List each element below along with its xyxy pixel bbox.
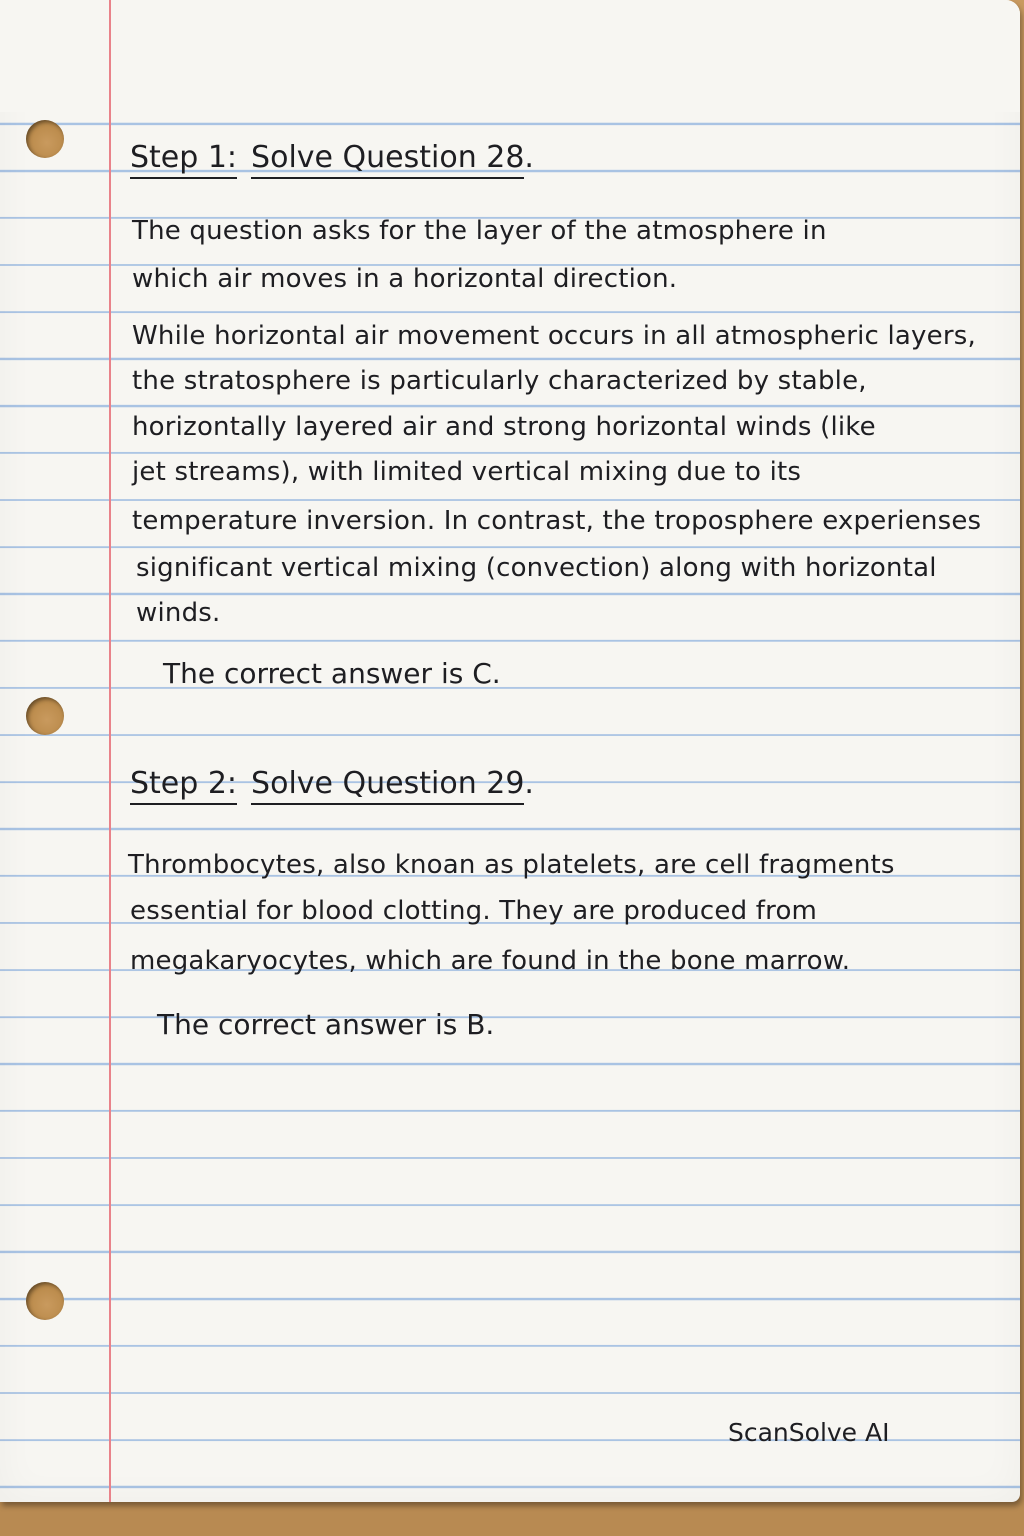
text-line: temperature inversion. In contrast, the troposphere experienses (132, 506, 982, 536)
step-2-heading (130, 766, 534, 801)
answer-line: The correct answer is C. (163, 657, 501, 690)
answer-line: The correct answer is B. (157, 1008, 495, 1041)
text-line: jet streams), with limited vertical mixing due to its (132, 457, 802, 487)
text-line: megakaryocytes, which are found in the bone marrow. (130, 946, 851, 976)
step-label: Step 2: (130, 766, 237, 805)
punch-hole (26, 120, 64, 158)
step-1-heading (130, 140, 534, 175)
step-title-end: . (524, 766, 534, 801)
text-line: The question asks for the layer of the atmosphere in (132, 216, 827, 246)
step-title: Solve Question 28 (251, 140, 524, 179)
step-label: Step 1: (130, 140, 237, 179)
text-line: horizontally layered air and strong horizontal winds (like (132, 412, 876, 442)
brand-watermark: ScanSolve AI (728, 1418, 890, 1447)
text-line: essential for blood clotting. They are produced from (130, 896, 818, 926)
step-title: Solve Question 29 (251, 766, 524, 805)
text-line: winds. (136, 598, 221, 628)
text-line: which air moves in a horizontal direction. (132, 264, 678, 294)
text-line: the stratosphere is particularly characterized by stable, (132, 366, 867, 396)
text-line: Thrombocytes, also knoan as platelets, are cell fragments (128, 850, 895, 880)
text-line: While horizontal air movement occurs in all atmospheric layers, (132, 321, 976, 351)
text-line: significant vertical mixing (convection) along with horizontal (136, 553, 937, 583)
punch-hole (26, 1282, 64, 1320)
step-title-end: . (524, 140, 534, 175)
page-top-margin (0, 0, 1020, 112)
margin-line (109, 0, 111, 1502)
punch-hole (26, 697, 64, 735)
